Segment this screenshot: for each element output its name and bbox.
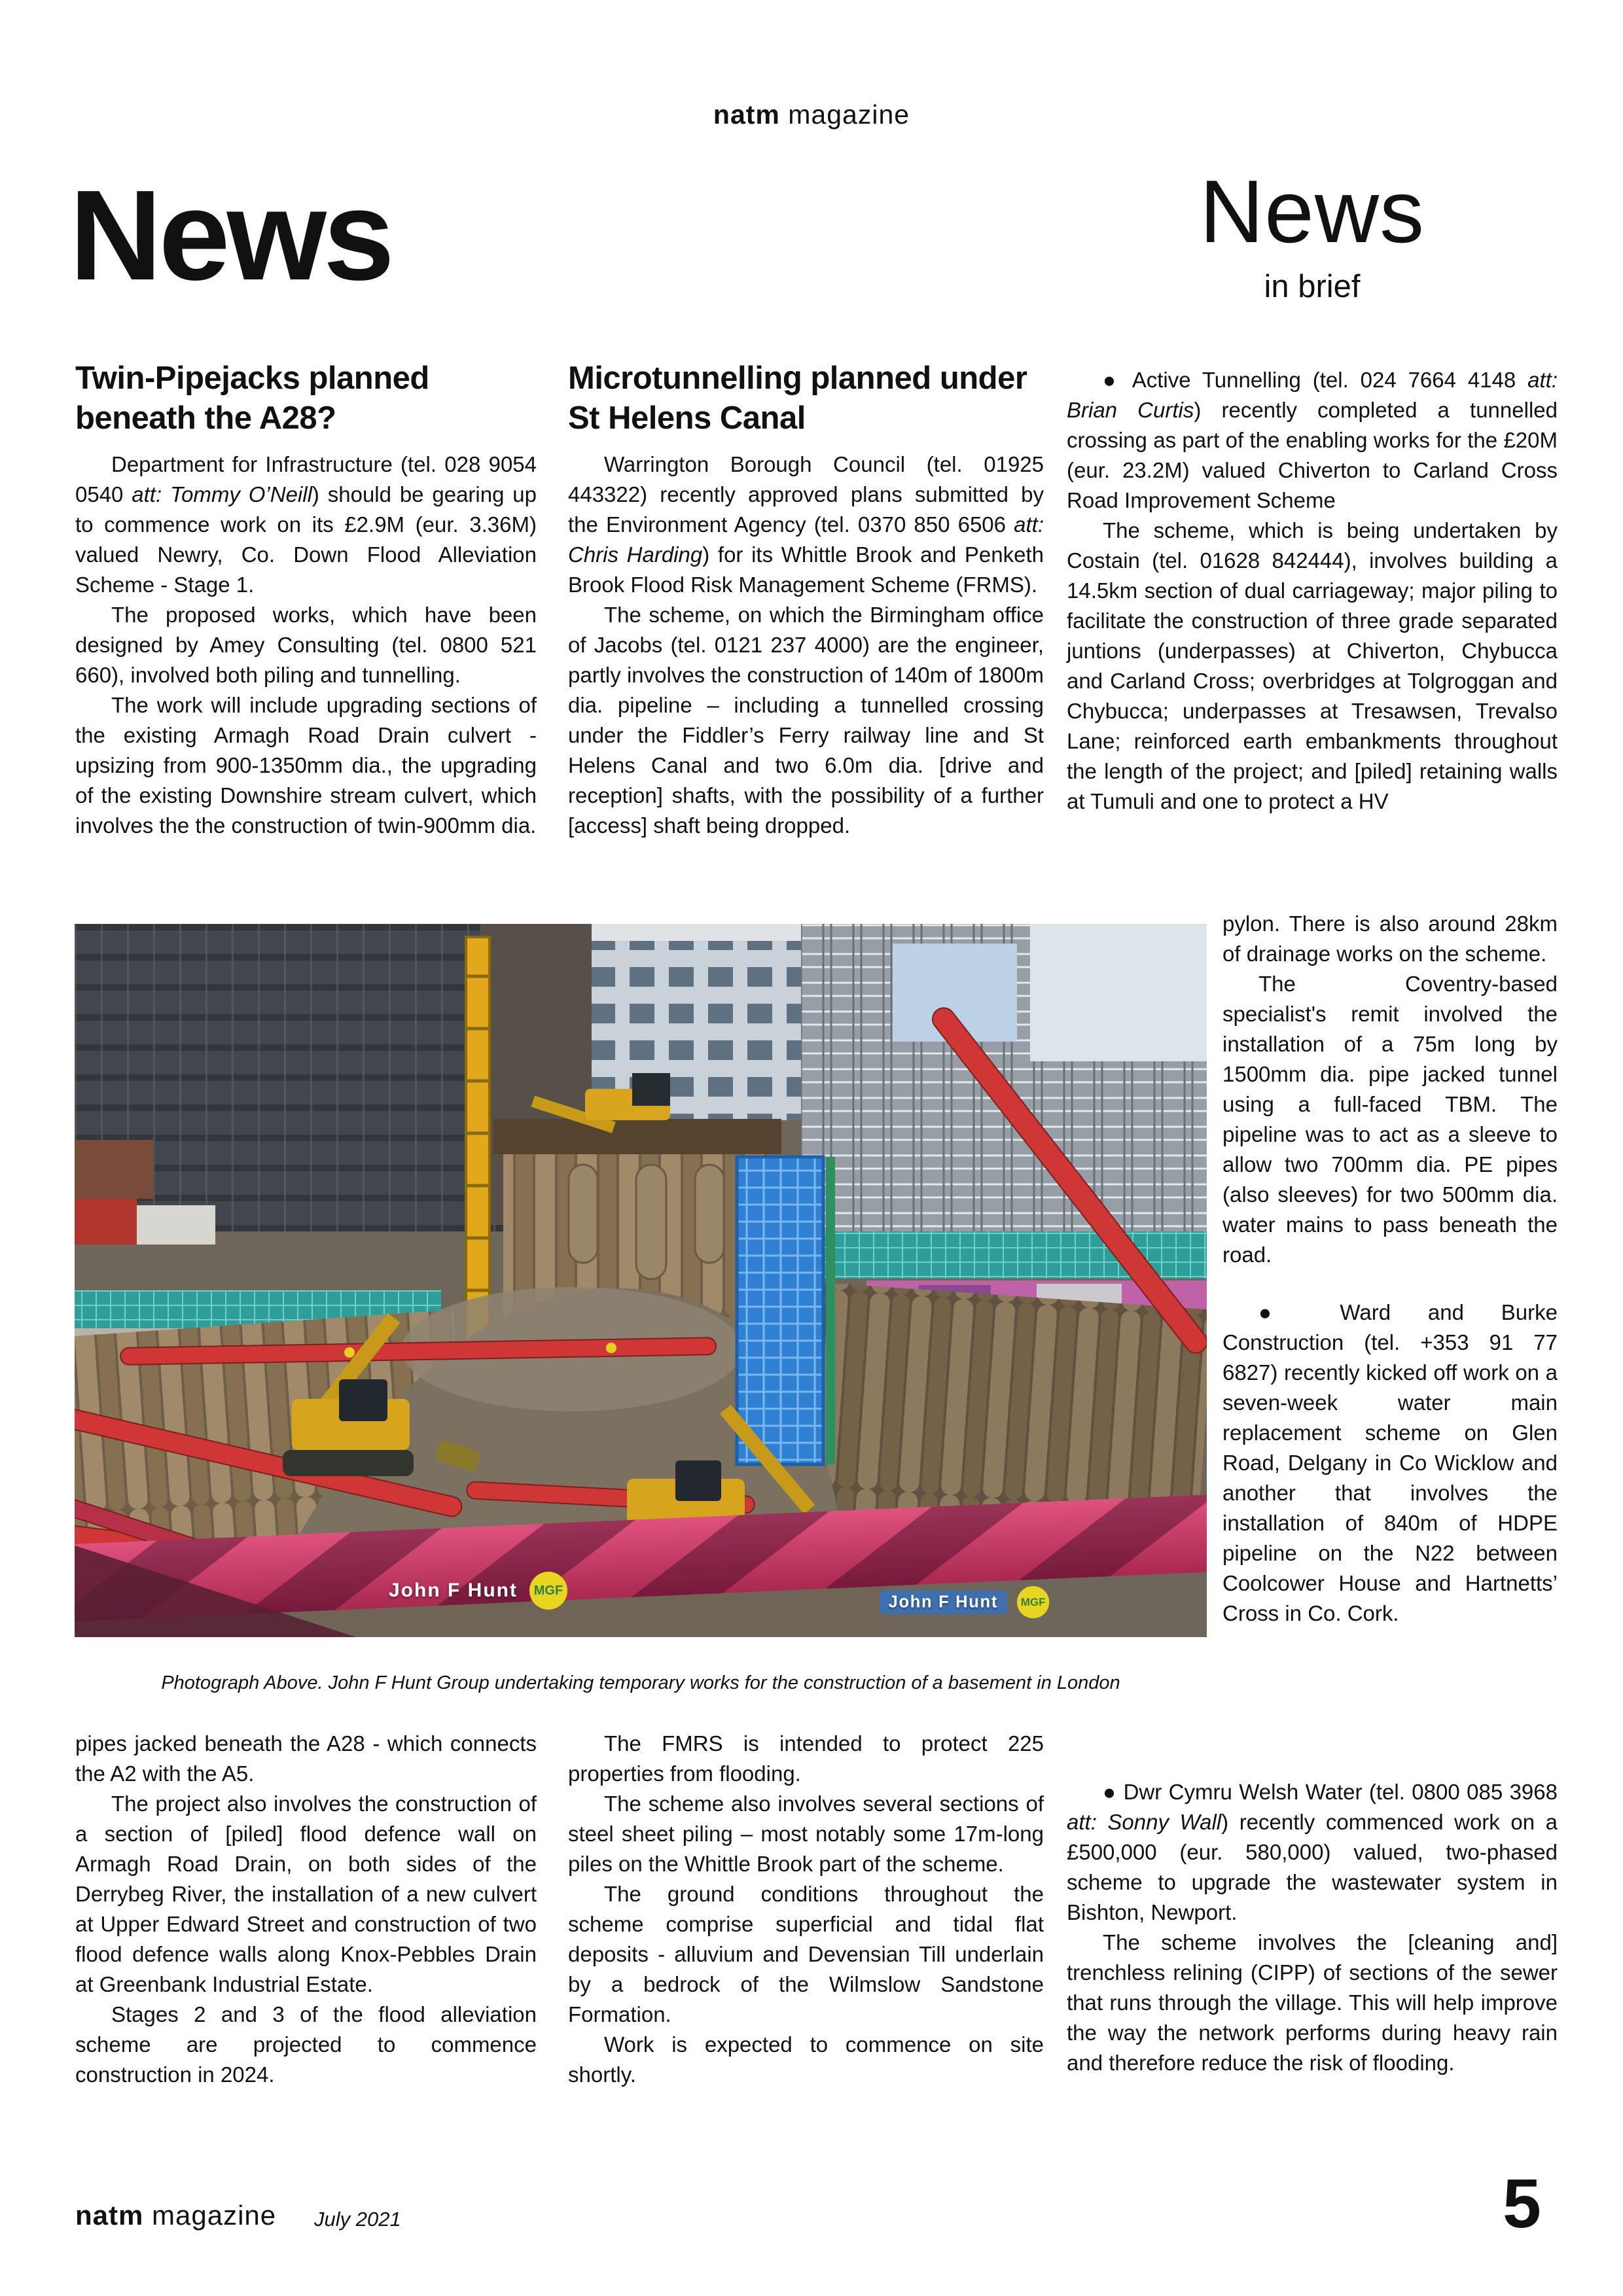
page-number: 5: [1503, 2165, 1541, 2242]
italic-run: att: Brian Curtis: [1067, 368, 1558, 422]
text-run: pylon. There is also around 28km of drainage works on the scheme.: [1222, 911, 1558, 966]
page-title: News: [69, 164, 392, 307]
paragraph: [1067, 516, 1558, 817]
text-run: ) should be gearing up to commence work on its £2.9M (eur. 3.36M) valued Newry, Co. Down Flood Alleviation Scheme - Stage 1.: [75, 482, 537, 597]
text-run: ) for its Whittle Brook and Penketh Brook Flood Risk Management Scheme (FRMS).: [568, 542, 1044, 597]
mgf-label: MGF: [533, 1583, 563, 1598]
paragraph: [1222, 909, 1558, 969]
paragraph: [75, 2000, 537, 2090]
article-twin-pipejacks-continued: [75, 1729, 537, 2090]
article-twin-pipejacks: [75, 359, 537, 841]
text-run: ● Ward and Burke Construction (tel. +353 91 77 6827) recently kicked off work on a seven-week water main replacement scheme on Glen Road, Delgany in Co Wicklow and another that involves the installation of 840m of HDPE pipeline on the N22 between Coolcower House and Hartnetts’ Cross in Co. Cork.: [1222, 1300, 1558, 1625]
brand-bold: natm: [75, 2200, 144, 2231]
text-run: ) recently commenced work on a £500,000 (eur. 580,000) valued, two-phased scheme to upgrade the wastewater system in Bishton, Newport.: [1067, 1810, 1558, 1924]
brief-title: News: [1199, 162, 1425, 261]
mgf-logo: [1017, 1586, 1049, 1618]
text-run: ) recently completed a tunnelled crossing as part of the enabling works for the £20M (eur. 23.2M) valued Chiverton to Carland Cross Road Improvement Scheme: [1067, 398, 1558, 512]
photo-caption: Photograph Above. John F Hunt Group undertaking temporary works for the construction of a basement in London: [161, 1672, 1120, 1693]
paragraph: [568, 1729, 1044, 1789]
text-run: ● Dwr Cymru Welsh Water (tel. 0800 085 3968: [1103, 1780, 1558, 1804]
italic-run: att: Tommy O’Neill: [132, 482, 312, 506]
brand-light: magazine: [143, 2200, 277, 2231]
paragraph: [1067, 1928, 1558, 2078]
paragraph: [1067, 365, 1558, 516]
mgf-logo: [529, 1572, 567, 1610]
paragraph: [568, 2030, 1044, 2090]
brand-light: magazine: [779, 99, 910, 130]
photo-illustration: [75, 924, 1207, 1637]
paragraph: [1222, 969, 1558, 1270]
article-microtunnelling-continued: [568, 1729, 1044, 2090]
footer-brand: [75, 2200, 276, 2231]
article-body: [568, 450, 1044, 841]
paragraph: [568, 1789, 1044, 1879]
article-body: [75, 450, 537, 841]
article-microtunnelling: [568, 359, 1044, 841]
john-f-hunt-label: John F Hunt: [880, 1591, 1007, 1614]
paragraph: [75, 450, 537, 600]
text-run: Department for Infrastructure (tel. 028 9054 0540: [75, 452, 537, 506]
footer-date: July 2021: [314, 2208, 401, 2231]
brief-column-top: [1067, 365, 1558, 817]
paragraph: [568, 600, 1044, 841]
text-run: The work will include upgrading sections of the existing Armagh Road Drain culvert - upsizing from 900-1350mm dia., the upgrading of the existing Downshire stream culvert, which involves the the construction of twin-900mm dia.: [75, 693, 537, 838]
magazine-brand: [0, 99, 1623, 130]
text-run: ● Active Tunnelling (tel. 024 7664 4148: [1103, 368, 1528, 392]
text-run: The scheme, on which the Birmingham office of Jacobs (tel. 0121 237 4000) are the engineer, partly involves the construction of 140m of 1800m dia. pipeline – including a tunnelled crossing under the Fiddler’s Ferry railway line and St Helens Canal and two 6.0m dia. [drive and reception] shafts, with the possibility of a further [access] shaft being dropped.: [568, 603, 1044, 838]
paragraph: [75, 1789, 537, 2000]
article-heading: Microtunnelling planned under St Helens Canal: [568, 361, 1027, 436]
brief-column-beside-photo: [1222, 909, 1558, 1629]
paragraph: [75, 600, 537, 690]
news-in-brief-header: [1067, 156, 1558, 305]
text-run: Warrington Borough Council (tel. 01925 443322) recently approved plans submitted by the Environment Agency (tel. 0370 850 6506: [568, 452, 1044, 537]
text-run: The scheme, which is being undertaken by Costain (tel. 01628 842444), involves building a 14.5km section of dual carriageway; major piling to facilitate the construction of three grade separated juntions (underpasses) at Chiverton, Chybucca and Carland Cross; overbridges at Tolgroggan and Chybucca; underpasses at Tresawsen, Trevalso Lane; reinforced earth embankments throughout the length of the project; and [piled] retaining walls at Tumuli and one to protect a HV: [1067, 518, 1558, 813]
beam-branding-center: [389, 1572, 567, 1610]
text-run: The proposed works, which have been designed by Amey Consulting (tel. 0800 521 660), involved both piling and tunnelling.: [75, 603, 537, 687]
text-run: pipes jacked beneath the A28 - which connects the A2 with the A5.: [75, 1731, 537, 1786]
brand-bold: natm: [713, 99, 780, 130]
paragraph: [75, 1729, 537, 1789]
construction-site-photo: [75, 924, 1207, 1637]
text-run: The Coventry-based specialist's remit involved the installation of a 75m long by 1500mm dia. pipe jacked tunnel using a full-faced TBM. The pipeline was to act as a sleeve to allow two 700mm dia. PE pipes (also sleeves) for two 500mm dia. water mains to pass beneath the road.: [1222, 972, 1558, 1267]
mgf-label: MGF: [1020, 1595, 1046, 1608]
paragraph: [1222, 1298, 1558, 1629]
john-f-hunt-label: John F Hunt: [389, 1580, 518, 1601]
italic-run: att: Sonny Wall: [1067, 1810, 1222, 1834]
text-run: The FMRS is intended to protect 225 properties from flooding.: [568, 1731, 1044, 1786]
text-run: The ground conditions throughout the scheme comprise superficial and tidal flat deposits - alluvium and Devensian Till underlain by a bedrock of the Wilmslow Sandstone Formation.: [568, 1882, 1044, 2026]
paragraph: [568, 450, 1044, 600]
paragraph: [1067, 1777, 1558, 1928]
beam-branding-right: [880, 1586, 1049, 1618]
text-run: Stages 2 and 3 of the flood alleviation scheme are projected to commence construction in 2024.: [75, 2002, 537, 2087]
article-heading: Twin-Pipejacks planned beneath the A28?: [75, 361, 429, 436]
text-run: The scheme involves the [cleaning and] trenchless relining (CIPP) of sections of the sewer that runs through the village. This will help improve the way the network performs during heavy rain and therefore reduce the risk of flooding.: [1067, 1930, 1558, 2075]
text-run: Work is expected to commence on site shortly.: [568, 2032, 1044, 2087]
italic-run: att: Chris Harding: [568, 512, 1044, 567]
text-run: The project also involves the construction of a section of [piled] flood defence wall on Armagh Road Drain, on both sides of the Derrybeg River, the installation of a new culvert at Upper Edward Street and construction of two flood defence walls along Knox-Pebbles Drain at Greenbank Industrial Estate.: [75, 1792, 537, 1996]
paragraph: [568, 1879, 1044, 2030]
paragraph: [75, 690, 537, 841]
brief-subtitle: in brief: [1264, 269, 1361, 304]
text-run: The scheme also involves several sections of steel sheet piling – most notably some 17m-long piles on the Whittle Brook part of the scheme.: [568, 1792, 1044, 1876]
brief-column-bottom: [1067, 1777, 1558, 2078]
